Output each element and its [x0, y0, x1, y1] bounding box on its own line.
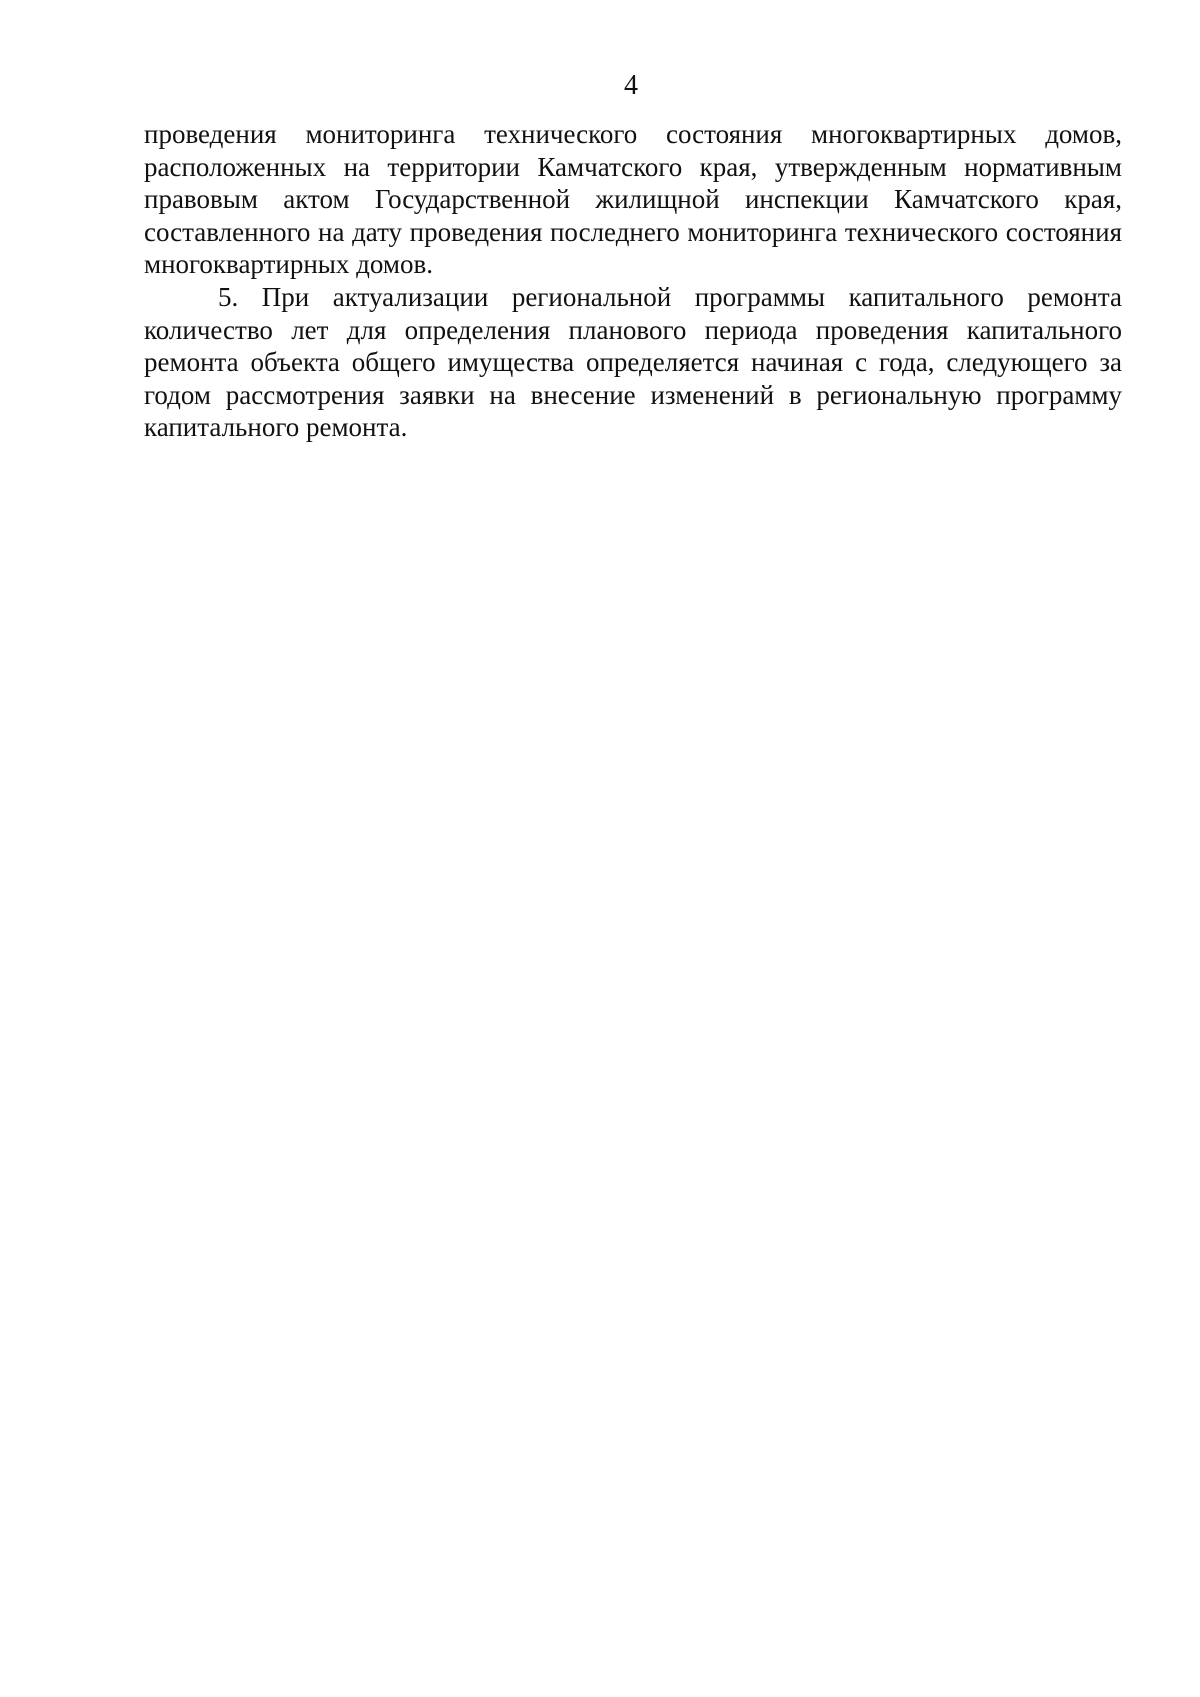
paragraph-item-5: 5. При актуализации региональной программы капитального ремонта количество лет для определения планового периода проведения капитального ремонта объекта общего имущества определяется начиная с года, следующего за годом рассмотрения заявки на внесение изменений в региональную программу капитального ремонта. — [144, 281, 1122, 443]
paragraph-continuation: проведения мониторинга технического состояния многоквартирных домов, расположенных на территории Камчатского края, утвержденным нормативным правовым актом Государственной жилищной инспекции Камчатского края, составленного на дату проведения последнего мониторинга технического состояния многоквартирных домов. — [144, 119, 1122, 280]
document-body — [144, 118, 1122, 444]
page-number: 4 — [624, 70, 638, 101]
